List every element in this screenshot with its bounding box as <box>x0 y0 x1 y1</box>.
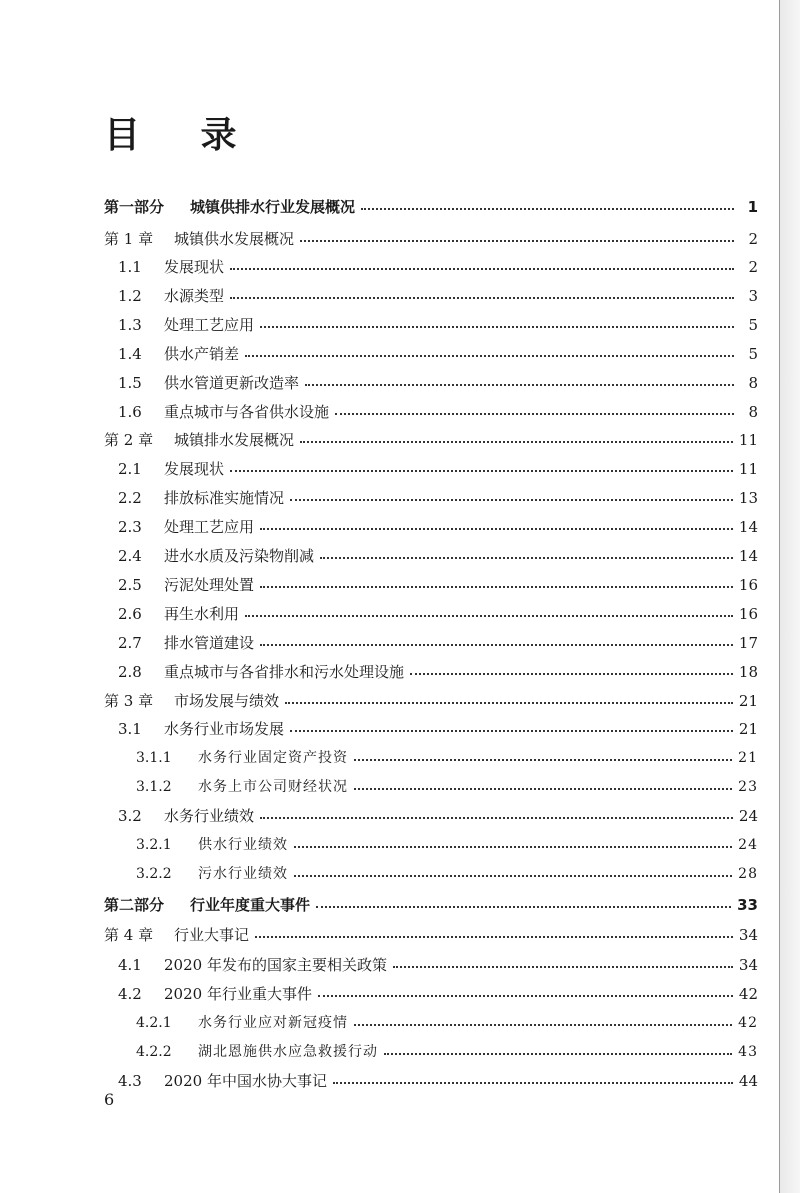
toc-entry-number: 4.1 <box>118 956 142 974</box>
toc-entry <box>136 1009 758 1037</box>
toc-entry-title: 供水行业绩效 <box>198 837 288 853</box>
dot-leader <box>361 208 734 210</box>
toc-entry-page: 24 <box>738 837 758 853</box>
dot-leader <box>245 355 734 357</box>
toc-entry-title: 水源类型 <box>164 287 225 305</box>
dot-leader <box>230 297 734 299</box>
toc-entry-number: 3.1.1 <box>136 750 172 766</box>
toc-entry <box>136 744 758 772</box>
toc-entry <box>118 542 758 570</box>
toc-entry-page: 5 <box>748 316 758 334</box>
toc-entry <box>104 687 758 715</box>
dot-leader <box>260 817 733 819</box>
toc-entry-page: 8 <box>748 374 758 392</box>
toc-entry <box>118 658 758 686</box>
toc-entry <box>118 802 758 830</box>
toc-entry-title: 处理工艺应用 <box>164 518 255 536</box>
toc-entry-number: 第 2 章 <box>104 431 154 449</box>
page-edge-shadow <box>780 0 800 1193</box>
toc-entry-number: 3.2.2 <box>136 866 172 882</box>
toc-entry-title: 城镇供水发展概况 <box>174 230 295 248</box>
toc-entry-number: 第一部分 <box>104 198 165 216</box>
toc-entry-number: 2.7 <box>118 634 142 652</box>
toc-entry-number: 1.5 <box>118 374 142 392</box>
toc-entry-page: 42 <box>738 1015 758 1031</box>
dot-leader <box>230 470 733 472</box>
toc-entry-page: 5 <box>748 345 758 363</box>
dot-leader <box>354 759 732 761</box>
toc-entry-number: 1.2 <box>118 287 142 305</box>
toc-entry-page: 34 <box>738 956 758 974</box>
toc-entry <box>118 629 758 657</box>
toc-entry-number: 4.2 <box>118 985 142 1003</box>
page-title: 目 录 <box>104 115 261 156</box>
toc-entry-number: 4.2.2 <box>136 1044 172 1060</box>
toc-entry <box>118 1067 758 1095</box>
toc-entry-number: 第 4 章 <box>104 926 154 944</box>
toc-entry-title: 水务上市公司财经状况 <box>198 779 348 795</box>
toc-entry-title: 城镇排水发展概况 <box>174 431 295 449</box>
toc-entry-page: 3 <box>748 287 758 305</box>
toc-entry-page: 16 <box>738 605 758 623</box>
toc-entry-title: 供水产销差 <box>164 345 240 363</box>
dot-leader <box>230 268 734 270</box>
toc-entry-page: 2 <box>748 258 758 276</box>
toc-entry <box>118 715 758 743</box>
toc-entry <box>118 513 758 541</box>
toc-entry-title: 排放标准实施情况 <box>164 489 285 507</box>
toc-entry <box>136 860 758 888</box>
toc-entry-number: 1.3 <box>118 316 142 334</box>
toc-entry-page: 43 <box>738 1044 758 1060</box>
toc-entry-page: 16 <box>738 576 758 594</box>
toc-entry-page: 21 <box>738 720 758 738</box>
toc-entry <box>104 921 758 949</box>
toc-entry-title: 发展现状 <box>164 460 225 478</box>
dot-leader <box>255 936 733 938</box>
toc-entry-page: 23 <box>738 779 758 795</box>
toc-entry-page: 17 <box>738 634 758 652</box>
toc-entry-title: 水务行业市场发展 <box>164 720 285 738</box>
toc-entry-number: 2.3 <box>118 518 142 536</box>
toc-entry-title: 湖北恩施供水应急救援行动 <box>198 1044 378 1060</box>
dot-leader <box>260 586 733 588</box>
toc-entry-number: 3.2 <box>118 807 142 825</box>
toc-entry-number: 2.2 <box>118 489 142 507</box>
toc-entry <box>118 980 758 1008</box>
toc-entry <box>118 484 758 512</box>
toc-entry <box>118 253 758 281</box>
toc-entry-title: 水务行业固定资产投资 <box>198 750 348 766</box>
toc-entry-title: 污泥处理处置 <box>164 576 255 594</box>
dot-leader <box>393 966 733 968</box>
toc-entry <box>104 426 758 454</box>
toc-entry <box>104 193 758 221</box>
dot-leader <box>294 846 732 848</box>
dot-leader <box>260 528 733 530</box>
toc-entry-page: 11 <box>738 431 758 449</box>
toc-entry-title: 污水行业绩效 <box>198 866 288 882</box>
toc-entry-number: 4.2.1 <box>136 1015 172 1031</box>
toc-entry-title: 处理工艺应用 <box>164 316 255 334</box>
toc-entry-title: 2020 年行业重大事件 <box>164 985 312 1003</box>
toc-entry-page: 14 <box>738 518 758 536</box>
dot-leader <box>320 557 733 559</box>
toc-entry-number: 第 3 章 <box>104 692 154 710</box>
dot-leader <box>290 499 733 501</box>
toc-entry-page: 8 <box>748 403 758 421</box>
toc-entry <box>136 831 758 859</box>
toc-entry-page: 33 <box>737 896 758 914</box>
toc-entry-number: 2.4 <box>118 547 142 565</box>
toc-entry <box>118 455 758 483</box>
toc-entry-title: 重点城市与各省供水设施 <box>164 403 330 421</box>
toc-entry <box>136 1038 758 1066</box>
toc-entry-number: 2.8 <box>118 663 142 681</box>
toc-entry-number: 2.5 <box>118 576 142 594</box>
dot-leader <box>316 906 731 908</box>
toc-entry-number: 1.6 <box>118 403 142 421</box>
toc-entry <box>118 340 758 368</box>
toc-entry-title: 市场发展与绩效 <box>174 692 280 710</box>
toc-entry-page: 21 <box>738 692 758 710</box>
dot-leader <box>335 413 734 415</box>
dot-leader <box>354 1024 732 1026</box>
toc-entry-number: 3.1.2 <box>136 779 172 795</box>
dot-leader <box>410 673 733 675</box>
toc-entry-page: 11 <box>738 460 758 478</box>
toc-entry <box>118 311 758 339</box>
toc-entry-page: 14 <box>738 547 758 565</box>
toc-entry <box>118 369 758 397</box>
dot-leader <box>354 788 732 790</box>
toc-entry-title: 城镇供排水行业发展概况 <box>190 198 356 216</box>
dot-leader <box>290 730 733 732</box>
toc-entry-number: 第二部分 <box>104 896 165 914</box>
toc-entry-page: 18 <box>738 663 758 681</box>
toc-entry-title: 发展现状 <box>164 258 225 276</box>
page-number: 6 <box>104 1090 115 1109</box>
toc-entry-page: 2 <box>748 230 758 248</box>
toc-entry-number: 3.1 <box>118 720 142 738</box>
dot-leader <box>260 326 734 328</box>
dot-leader <box>294 875 732 877</box>
toc-entry-number: 2.6 <box>118 605 142 623</box>
toc-entry-title: 排水管道建设 <box>164 634 255 652</box>
toc-entry <box>118 951 758 979</box>
toc-entry-page: 24 <box>738 807 758 825</box>
toc-entry-page: 44 <box>738 1072 758 1090</box>
toc-entry-number: 4.3 <box>118 1072 142 1090</box>
toc-entry <box>118 571 758 599</box>
toc-entry-title: 进水水质及污染物削减 <box>164 547 315 565</box>
toc-entry-number: 3.2.1 <box>136 837 172 853</box>
toc-entry-title: 行业大事记 <box>174 926 250 944</box>
toc-entry <box>104 891 758 919</box>
toc-entry-title: 水务行业应对新冠疫情 <box>198 1015 348 1031</box>
toc-entry-title: 行业年度重大事件 <box>190 896 311 914</box>
toc-entry-title: 再生水利用 <box>164 605 240 623</box>
dot-leader <box>260 644 733 646</box>
toc-entry-page: 1 <box>747 198 758 216</box>
toc-entry-title: 重点城市与各省排水和污水处理设施 <box>164 663 405 681</box>
toc-entry-number: 第 1 章 <box>104 230 154 248</box>
toc-entry-page: 42 <box>738 985 758 1003</box>
dot-leader <box>318 995 733 997</box>
toc-entry-page: 21 <box>738 750 758 766</box>
toc-entry-number: 2.1 <box>118 460 142 478</box>
dot-leader <box>285 702 733 704</box>
toc-entry-page: 13 <box>738 489 758 507</box>
dot-leader <box>384 1053 732 1055</box>
toc-entry-number: 1.1 <box>118 258 142 276</box>
toc-entry-page: 34 <box>738 926 758 944</box>
dot-leader <box>305 384 734 386</box>
toc-entry-page: 28 <box>738 866 758 882</box>
dot-leader <box>333 1082 733 1084</box>
toc-entry <box>118 600 758 628</box>
dot-leader <box>300 441 733 443</box>
toc-entry-number: 1.4 <box>118 345 142 363</box>
toc-entry-title: 2020 年中国水协大事记 <box>164 1072 327 1090</box>
dot-leader <box>245 615 733 617</box>
toc-entry <box>104 225 758 253</box>
toc-entry-title: 水务行业绩效 <box>164 807 255 825</box>
toc-entry-title: 供水管道更新改造率 <box>164 374 300 392</box>
toc-entry <box>118 282 758 310</box>
toc-entry <box>136 773 758 801</box>
toc-entry <box>118 398 758 426</box>
dot-leader <box>300 240 734 242</box>
toc-entry-title: 2020 年发布的国家主要相关政策 <box>164 956 387 974</box>
